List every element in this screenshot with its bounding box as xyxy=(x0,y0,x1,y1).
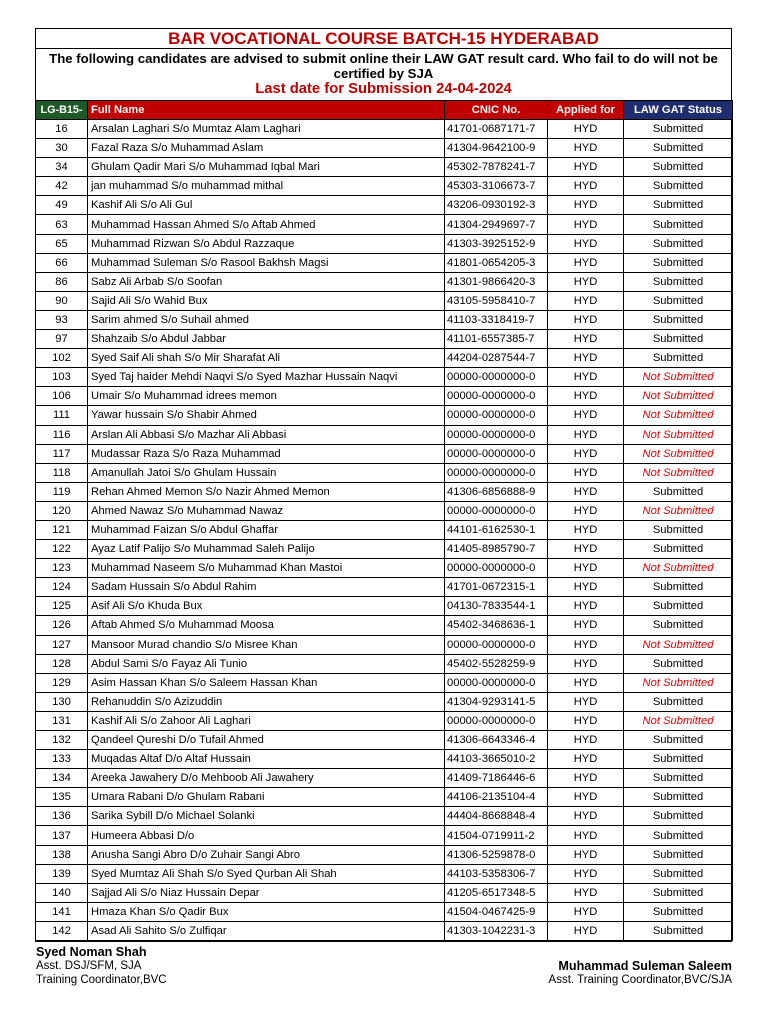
table-row xyxy=(36,520,733,539)
table-row xyxy=(36,196,733,215)
applied-for-cell: HYD xyxy=(548,864,624,883)
applied-for-cell: HYD xyxy=(548,769,624,788)
status-cell: Not Submitted xyxy=(624,673,733,692)
status-cell: Submitted xyxy=(624,845,733,864)
cnic-cell: 00000-0000000-0 xyxy=(445,425,548,444)
table-row xyxy=(36,597,733,616)
applied-for-cell: HYD xyxy=(548,883,624,902)
lg-number-cell: 117 xyxy=(36,444,88,463)
lg-number-cell: 124 xyxy=(36,578,88,597)
table-row xyxy=(36,635,733,654)
lg-number-cell: 140 xyxy=(36,883,88,902)
status-cell: Not Submitted xyxy=(624,425,733,444)
applied-for-cell: HYD xyxy=(548,158,624,177)
table-row xyxy=(36,291,733,310)
full-name-cell: Asif Ali S/o Khuda Bux xyxy=(88,597,445,616)
table-row xyxy=(36,234,733,253)
applied-for-cell: HYD xyxy=(548,501,624,520)
table-row xyxy=(36,253,733,272)
table-row xyxy=(36,463,733,482)
cnic-cell: 41306-6856888-9 xyxy=(445,482,548,501)
column-header-status: LAW GAT Status xyxy=(624,101,733,120)
applied-for-cell: HYD xyxy=(548,597,624,616)
full-name-cell: Sabz Ali Arbab S/o Soofan xyxy=(88,272,445,291)
lg-number-cell: 106 xyxy=(36,387,88,406)
status-cell: Not Submitted xyxy=(624,406,733,425)
table-row xyxy=(36,444,733,463)
status-cell: Submitted xyxy=(624,482,733,501)
full-name-cell: Shahzaib S/o Abdul Jabbar xyxy=(88,330,445,349)
applied-for-cell: HYD xyxy=(548,711,624,730)
cnic-cell: 00000-0000000-0 xyxy=(445,387,548,406)
applied-for-cell: HYD xyxy=(548,196,624,215)
cnic-cell: 00000-0000000-0 xyxy=(445,635,548,654)
lg-number-cell: 130 xyxy=(36,692,88,711)
status-cell: Submitted xyxy=(624,158,733,177)
full-name-cell: Arslan Ali Abbasi S/o Mazhar Ali Abbasi xyxy=(88,425,445,444)
table-row xyxy=(36,330,733,349)
applied-for-cell: HYD xyxy=(548,425,624,444)
full-name-cell: Ayaz Latif Palijo S/o Muhammad Saleh Palijo xyxy=(88,540,445,559)
status-cell: Not Submitted xyxy=(624,368,733,387)
applied-for-cell: HYD xyxy=(548,845,624,864)
cnic-cell: 04130-7833544-1 xyxy=(445,597,548,616)
table-row xyxy=(36,692,733,711)
table-row xyxy=(36,559,733,578)
cnic-cell: 45402-5528259-9 xyxy=(445,654,548,673)
table-row xyxy=(36,654,733,673)
lg-number-cell: 136 xyxy=(36,807,88,826)
table-row xyxy=(36,921,733,940)
lg-number-cell: 133 xyxy=(36,750,88,769)
full-name-cell: Umara Rabani D/o Ghulam Rabani xyxy=(88,788,445,807)
status-cell: Not Submitted xyxy=(624,463,733,482)
status-cell: Submitted xyxy=(624,902,733,921)
cnic-cell: 43105-5958410-7 xyxy=(445,291,548,310)
full-name-cell: Abdul Sami S/o Fayaz Ali Tunio xyxy=(88,654,445,673)
lg-number-cell: 42 xyxy=(36,177,88,196)
table-row xyxy=(36,310,733,329)
column-header-cnic: CNIC No. xyxy=(445,101,548,120)
applied-for-cell: HYD xyxy=(548,463,624,482)
full-name-cell: Asim Hassan Khan S/o Saleem Hassan Khan xyxy=(88,673,445,692)
table-row xyxy=(36,406,733,425)
cnic-cell: 41504-0467425-9 xyxy=(445,902,548,921)
full-name-cell: Muhammad Suleman S/o Rasool Bakhsh Magsi xyxy=(88,253,445,272)
candidates-table xyxy=(35,100,733,941)
signatory-name: Syed Noman Shah xyxy=(36,945,147,959)
full-name-cell: Aftab Ahmed S/o Muhammad Moosa xyxy=(88,616,445,635)
status-cell: Submitted xyxy=(624,597,733,616)
full-name-cell: Syed Saif Ali shah S/o Mir Sharafat Ali xyxy=(88,349,445,368)
full-name-cell: Amanullah Jatoi S/o Ghulam Hussain xyxy=(88,463,445,482)
table-row xyxy=(36,807,733,826)
full-name-cell: Rehan Ahmed Memon S/o Nazir Ahmed Memon xyxy=(88,482,445,501)
lg-number-cell: 111 xyxy=(36,406,88,425)
full-name-cell: Syed Mumtaz Ali Shah S/o Syed Qurban Ali Shah xyxy=(88,864,445,883)
lg-number-cell: 138 xyxy=(36,845,88,864)
full-name-cell: jan muhammad S/o muhammad mithal xyxy=(88,177,445,196)
applied-for-cell: HYD xyxy=(548,559,624,578)
full-name-cell: Sarika Sybill D/o Michael Solanki xyxy=(88,807,445,826)
applied-for-cell: HYD xyxy=(548,310,624,329)
status-cell: Not Submitted xyxy=(624,711,733,730)
full-name-cell: Sajid Ali S/o Wahid Bux xyxy=(88,291,445,310)
cnic-cell: 44101-6162530-1 xyxy=(445,520,548,539)
lg-number-cell: 120 xyxy=(36,501,88,520)
full-name-cell: Sadam Hussain S/o Abdul Rahim xyxy=(88,578,445,597)
cnic-cell: 00000-0000000-0 xyxy=(445,559,548,578)
lg-number-cell: 128 xyxy=(36,654,88,673)
status-cell: Submitted xyxy=(624,520,733,539)
table-row xyxy=(36,788,733,807)
status-cell: Submitted xyxy=(624,921,733,940)
status-cell: Submitted xyxy=(624,540,733,559)
cnic-cell: 41301-9866420-3 xyxy=(445,272,548,291)
applied-for-cell: HYD xyxy=(548,902,624,921)
applied-for-cell: HYD xyxy=(548,788,624,807)
full-name-cell: Asad Ali Sahito S/o Zulfiqar xyxy=(88,921,445,940)
status-cell: Not Submitted xyxy=(624,501,733,520)
cnic-cell: 41101-6557385-7 xyxy=(445,330,548,349)
status-cell: Submitted xyxy=(624,291,733,310)
status-cell: Submitted xyxy=(624,731,733,750)
lg-number-cell: 66 xyxy=(36,253,88,272)
status-cell: Submitted xyxy=(624,330,733,349)
lg-number-cell: 123 xyxy=(36,559,88,578)
cnic-cell: 44103-5358306-7 xyxy=(445,864,548,883)
lg-number-cell: 122 xyxy=(36,540,88,559)
status-cell: Not Submitted xyxy=(624,444,733,463)
applied-for-cell: HYD xyxy=(548,139,624,158)
lg-number-cell: 34 xyxy=(36,158,88,177)
lg-number-cell: 86 xyxy=(36,272,88,291)
signature-left xyxy=(36,945,167,987)
lg-number-cell: 102 xyxy=(36,349,88,368)
applied-for-cell: HYD xyxy=(548,540,624,559)
full-name-cell: Syed Taj haider Mehdi Naqvi S/o Syed Mazhar Hussain Naqvi xyxy=(88,368,445,387)
table-row xyxy=(36,540,733,559)
full-name-cell: Kashif Ali S/o Ali Gul xyxy=(88,196,445,215)
cnic-cell: 41103-3318419-7 xyxy=(445,310,548,329)
table-row xyxy=(36,139,733,158)
status-cell: Submitted xyxy=(624,654,733,673)
full-name-cell: Sarim ahmed S/o Suhail ahmed xyxy=(88,310,445,329)
applied-for-cell: HYD xyxy=(548,387,624,406)
status-cell: Submitted xyxy=(624,196,733,215)
cnic-cell: 44404-8668848-4 xyxy=(445,807,548,826)
cnic-cell: 41303-3925152-9 xyxy=(445,234,548,253)
status-cell: Submitted xyxy=(624,349,733,368)
lg-number-cell: 97 xyxy=(36,330,88,349)
full-name-cell: Mansoor Murad chandio S/o Misree Khan xyxy=(88,635,445,654)
cnic-cell: 00000-0000000-0 xyxy=(445,673,548,692)
cnic-cell: 41504-0719911-2 xyxy=(445,826,548,845)
applied-for-cell: HYD xyxy=(548,616,624,635)
status-cell: Submitted xyxy=(624,864,733,883)
signatory-role: Training Coordinator,BVC xyxy=(36,974,167,986)
applied-for-cell: HYD xyxy=(548,349,624,368)
full-name-cell: Mudassar Raza S/o Raza Muhammad xyxy=(88,444,445,463)
full-name-cell: Arsalan Laghari S/o Mumtaz Alam Laghari xyxy=(88,120,445,139)
lg-number-cell: 139 xyxy=(36,864,88,883)
status-cell: Submitted xyxy=(624,769,733,788)
applied-for-cell: HYD xyxy=(548,444,624,463)
full-name-cell: Kashif Ali S/o Zahoor Ali Laghari xyxy=(88,711,445,730)
status-cell: Submitted xyxy=(624,139,733,158)
applied-for-cell: HYD xyxy=(548,272,624,291)
full-name-cell: Yawar hussain S/o Shabir Ahmed xyxy=(88,406,445,425)
applied-for-cell: HYD xyxy=(548,177,624,196)
full-name-cell: Muhammad Naseem S/o Muhammad Khan Mastoi xyxy=(88,559,445,578)
column-header-lg: LG-B15- xyxy=(36,101,88,120)
signatory-title: Asst. DSJ/SFM, SJA xyxy=(36,960,142,972)
status-cell: Submitted xyxy=(624,788,733,807)
table-row xyxy=(36,425,733,444)
full-name-cell: Qandeel Qureshi D/o Tufail Ahmed xyxy=(88,731,445,750)
applied-for-cell: HYD xyxy=(548,750,624,769)
table-row xyxy=(36,272,733,291)
full-name-cell: Ghulam Qadir Mari S/o Muhammad Iqbal Mari xyxy=(88,158,445,177)
table-row xyxy=(36,215,733,234)
status-cell: Submitted xyxy=(624,807,733,826)
lg-number-cell: 132 xyxy=(36,731,88,750)
applied-for-cell: HYD xyxy=(548,921,624,940)
cnic-cell: 00000-0000000-0 xyxy=(445,463,548,482)
lg-number-cell: 65 xyxy=(36,234,88,253)
applied-for-cell: HYD xyxy=(548,654,624,673)
applied-for-cell: HYD xyxy=(548,731,624,750)
lg-number-cell: 119 xyxy=(36,482,88,501)
full-name-cell: Umair S/o Muhammad idrees memon xyxy=(88,387,445,406)
lg-number-cell: 118 xyxy=(36,463,88,482)
lg-number-cell: 93 xyxy=(36,310,88,329)
full-name-cell: Muhammad Rizwan S/o Abdul Razzaque xyxy=(88,234,445,253)
table-row xyxy=(36,368,733,387)
status-cell: Submitted xyxy=(624,253,733,272)
lg-number-cell: 135 xyxy=(36,788,88,807)
status-cell: Not Submitted xyxy=(624,559,733,578)
applied-for-cell: HYD xyxy=(548,482,624,501)
lg-number-cell: 49 xyxy=(36,196,88,215)
page-title: BAR VOCATIONAL COURSE BATCH-15 HYDERABAD xyxy=(36,29,731,49)
column-header-full-name: Full Name xyxy=(88,101,445,120)
table-row xyxy=(36,826,733,845)
table-row xyxy=(36,158,733,177)
table-row xyxy=(36,864,733,883)
applied-for-cell: HYD xyxy=(548,234,624,253)
cnic-cell: 41205-6517348-5 xyxy=(445,883,548,902)
cnic-cell: 45302-7878241-7 xyxy=(445,158,548,177)
status-cell: Submitted xyxy=(624,883,733,902)
full-name-cell: Hmaza Khan S/o Qadir Bux xyxy=(88,902,445,921)
cnic-cell: 41306-5259878-0 xyxy=(445,845,548,864)
table-row xyxy=(36,177,733,196)
lg-number-cell: 103 xyxy=(36,368,88,387)
cnic-cell: 41701-0687171-7 xyxy=(445,120,548,139)
status-cell: Submitted xyxy=(624,578,733,597)
status-cell: Submitted xyxy=(624,234,733,253)
cnic-cell: 41304-9642100-9 xyxy=(445,139,548,158)
lg-number-cell: 125 xyxy=(36,597,88,616)
table-row xyxy=(36,902,733,921)
cnic-cell: 44103-3665010-2 xyxy=(445,750,548,769)
table-row xyxy=(36,482,733,501)
cnic-cell: 00000-0000000-0 xyxy=(445,406,548,425)
table-row xyxy=(36,673,733,692)
applied-for-cell: HYD xyxy=(548,253,624,272)
status-cell: Not Submitted xyxy=(624,387,733,406)
status-cell: Submitted xyxy=(624,692,733,711)
full-name-cell: Muhammad Faizan S/o Abdul Ghaffar xyxy=(88,520,445,539)
status-cell: Submitted xyxy=(624,120,733,139)
applied-for-cell: HYD xyxy=(548,291,624,310)
lg-number-cell: 116 xyxy=(36,425,88,444)
full-name-cell: Humeera Abbasi D/o xyxy=(88,826,445,845)
lg-number-cell: 16 xyxy=(36,120,88,139)
notice-text: The following candidates are advised to submit online their LAW GAT result card. Who fail to do will not be certified by SJA xyxy=(49,51,718,81)
cnic-cell: 41801-0654205-3 xyxy=(445,253,548,272)
lg-number-cell: 134 xyxy=(36,769,88,788)
table-row xyxy=(36,578,733,597)
cnic-cell: 00000-0000000-0 xyxy=(445,444,548,463)
table-row xyxy=(36,387,733,406)
full-name-cell: Muqadas Altaf D/o Altaf Hussain xyxy=(88,750,445,769)
lg-number-cell: 63 xyxy=(36,215,88,234)
cnic-cell: 00000-0000000-0 xyxy=(445,501,548,520)
lg-number-cell: 131 xyxy=(36,711,88,730)
lg-number-cell: 126 xyxy=(36,616,88,635)
lg-number-cell: 121 xyxy=(36,520,88,539)
cnic-cell: 45303-3106673-7 xyxy=(445,177,548,196)
status-cell: Submitted xyxy=(624,215,733,234)
table-row xyxy=(36,731,733,750)
signatory-name: Muhammad Suleman Saleem xyxy=(558,959,732,973)
applied-for-cell: HYD xyxy=(548,368,624,387)
cnic-cell: 45402-3468636-1 xyxy=(445,616,548,635)
full-name-cell: Fazal Raza S/o Muhammad Aslam xyxy=(88,139,445,158)
full-name-cell: Sajjad Ali S/o Niaz Hussain Depar xyxy=(88,883,445,902)
status-cell: Submitted xyxy=(624,272,733,291)
table-row xyxy=(36,769,733,788)
applied-for-cell: HYD xyxy=(548,826,624,845)
document-sheet xyxy=(35,28,732,942)
applied-for-cell: HYD xyxy=(548,692,624,711)
applied-for-cell: HYD xyxy=(548,807,624,826)
table-row xyxy=(36,616,733,635)
cnic-cell: 41701-0672315-1 xyxy=(445,578,548,597)
cnic-cell: 44106-2135104-4 xyxy=(445,788,548,807)
table-row xyxy=(36,349,733,368)
lg-number-cell: 141 xyxy=(36,902,88,921)
cnic-cell: 41306-6643346-4 xyxy=(445,731,548,750)
lg-number-cell: 129 xyxy=(36,673,88,692)
cnic-cell: 41409-7186446-6 xyxy=(445,769,548,788)
applied-for-cell: HYD xyxy=(548,406,624,425)
status-cell: Submitted xyxy=(624,826,733,845)
table-row xyxy=(36,750,733,769)
full-name-cell: Areeka Jawahery D/o Mehboob Ali Jawahery xyxy=(88,769,445,788)
signature-right xyxy=(549,959,732,987)
status-cell: Submitted xyxy=(624,616,733,635)
full-name-cell: Rehanuddin S/o Azizuddin xyxy=(88,692,445,711)
deadline-text: Last date for Submission 24-04-2024 xyxy=(255,81,512,97)
table-row xyxy=(36,120,733,139)
lg-number-cell: 142 xyxy=(36,921,88,940)
cnic-cell: 00000-0000000-0 xyxy=(445,711,548,730)
lg-number-cell: 30 xyxy=(36,139,88,158)
applied-for-cell: HYD xyxy=(548,578,624,597)
status-cell: Submitted xyxy=(624,310,733,329)
table-row xyxy=(36,883,733,902)
lg-number-cell: 90 xyxy=(36,291,88,310)
column-header-applied-for: Applied for xyxy=(548,101,624,120)
cnic-cell: 41303-1042231-3 xyxy=(445,921,548,940)
table-row xyxy=(36,711,733,730)
table-header-row xyxy=(36,101,733,120)
table-row xyxy=(36,845,733,864)
applied-for-cell: HYD xyxy=(548,120,624,139)
applied-for-cell: HYD xyxy=(548,635,624,654)
lg-number-cell: 127 xyxy=(36,635,88,654)
full-name-cell: Ahmed Nawaz S/o Muhammad Nawaz xyxy=(88,501,445,520)
cnic-cell: 00000-0000000-0 xyxy=(445,368,548,387)
applied-for-cell: HYD xyxy=(548,330,624,349)
applied-for-cell: HYD xyxy=(548,520,624,539)
status-cell: Submitted xyxy=(624,750,733,769)
cnic-cell: 43206-0930192-3 xyxy=(445,196,548,215)
status-cell: Not Submitted xyxy=(624,635,733,654)
cnic-cell: 44204-0287544-7 xyxy=(445,349,548,368)
table-row xyxy=(36,501,733,520)
full-name-cell: Anusha Sangi Abro D/o Zuhair Sangi Abro xyxy=(88,845,445,864)
applied-for-cell: HYD xyxy=(548,215,624,234)
lg-number-cell: 137 xyxy=(36,826,88,845)
cnic-cell: 41405-8985790-7 xyxy=(445,540,548,559)
signatory-title: Asst. Training Coordinator,BVC/SJA xyxy=(548,974,732,986)
full-name-cell: Muhammad Hassan Ahmed S/o Aftab Ahmed xyxy=(88,215,445,234)
applied-for-cell: HYD xyxy=(548,673,624,692)
status-cell: Submitted xyxy=(624,177,733,196)
cnic-cell: 41304-9293141-5 xyxy=(445,692,548,711)
cnic-cell: 41304-2949697-7 xyxy=(445,215,548,234)
